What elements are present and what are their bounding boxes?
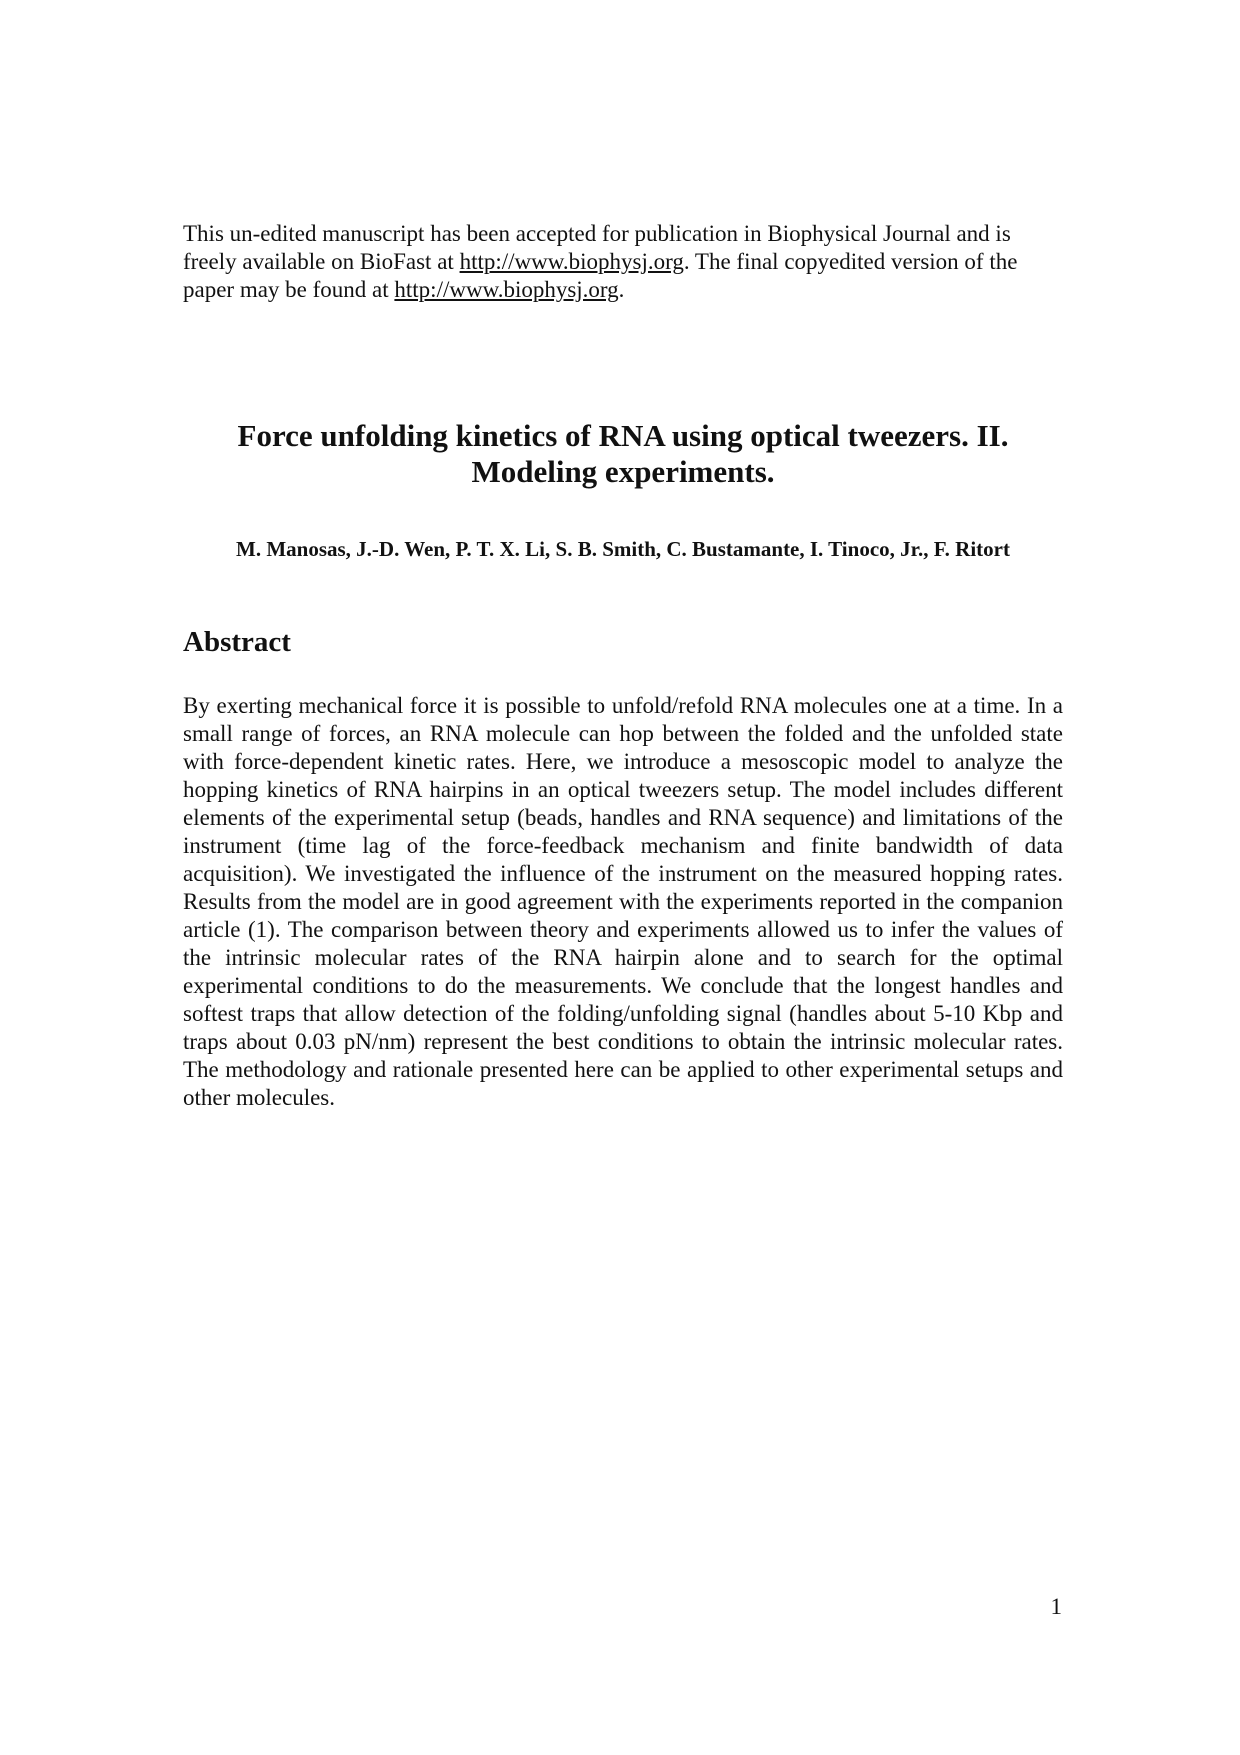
author-list: M. Manosas, J.-D. Wen, P. T. X. Li, S. B. Smith, C. Bustamante, I. Tinoco, Jr., F. Ritort <box>236 537 1010 561</box>
page-number: 1 <box>1050 1594 1062 1619</box>
abstract-heading: Abstract <box>183 626 291 658</box>
biophysj-link-1[interactable]: http://www.biophysj.org <box>459 249 684 274</box>
paper-title-line-2: Modeling experiments. <box>471 454 775 489</box>
biophysj-link-2[interactable]: http://www.biophysj.org <box>394 277 619 302</box>
abstract-body: By exerting mechanical force it is possible to unfold/refold RNA molecules one at a time. In a small range of forces, an RNA molecule can hop between the folded and the unfolded state with force-dependent kinetic rates. Here, we introduce a mesoscopic model to analyze the hopping kinetics of RNA hairpins in an optical tweezers setup. The model includes different elements of the experimental setup (beads, handles and RNA sequence) and limitations of the instrument (time lag of the force-feedback mechanism and finite bandwidth of data acquisition). We investigated the influence of the instrument on the measured hopping rates. Results from the model are in good agreement with the experiments reported in the companion article (1). The comparison between theory and experiments allowed us to infer the values of the intrinsic molecular rates of the RNA hairpin alone and to search for the optimal experimental conditions to do the measurements. We conclude that the longest handles and softest traps that allow detection of the folding/unfolding signal (handles about 5-10 Kbp and traps about 0.03 pN/nm) represent the best conditions to obtain the intrinsic molecular rates. The methodology and rationale presented here can be applied to other experimental setups and other molecules. <box>183 693 1063 1110</box>
paper-title <box>183 418 1063 490</box>
publication-notice <box>183 220 1063 304</box>
notice-text-2: . The final copyedited version of the paper may be found at <box>183 249 1018 302</box>
notice-text-1: This un-edited manuscript has been accepted for publication in Biophysical Journal and is freely available on BioFast at <box>183 221 1011 274</box>
paper-title-line-1: Force unfolding kinetics of RNA using optical tweezers. II. <box>237 418 1009 453</box>
notice-text-3: . <box>618 277 625 302</box>
